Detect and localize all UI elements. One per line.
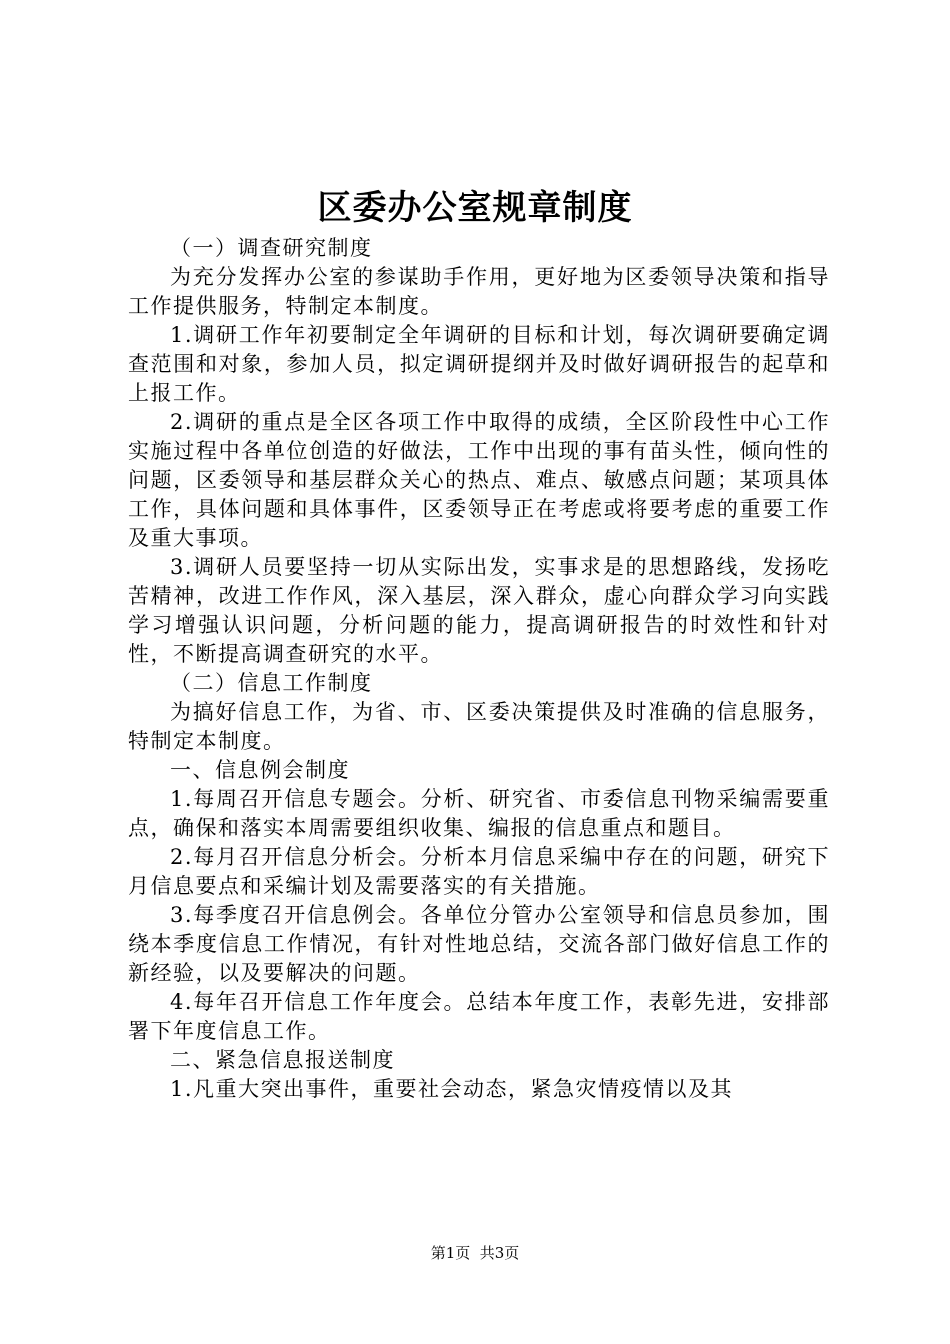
subsection-heading-emergency: 二、紧急信息报送制度 [170, 1048, 395, 1072]
paragraph: 2.每月召开信息分析会。分析本月信息采编中存在的问题，研究下月信息要点和采编计划及需要落实的有关措施。 [128, 845, 830, 898]
subsection-heading-meetings: 一、信息例会制度 [170, 758, 350, 782]
document-title: 区委办公室规章制度 [317, 188, 633, 228]
document-body [128, 234, 830, 1104]
paragraph: 1.调研工作年初要制定全年调研的目标和计划，每次调研要确定调查范围和对象，参加人员，拟定调研提纲并及时做好调研报告的起草和上报工作。 [128, 323, 830, 405]
paragraph: 3.调研人员要坚持一切从实际出发，实事求是的思想路线，发扬吃苦精神，改进工作作风，深入基层，深入群众，虚心向群众学习向实践学习增强认识问题，分析问题的能力，提高调研报告的时效性和针对性，不断提高调查研究的水平。 [128, 555, 830, 666]
paragraph: 为充分发挥办公室的参谋助手作用，更好地为区委领导决策和指导工作提供服务，特制定本制度。 [128, 265, 830, 318]
page-footer: 第1页 共3页 [430, 1244, 520, 1262]
paragraph: 1.每周召开信息专题会。分析、研究省、市委信息刊物采编需要重点，确保和落实本周需要组织收集、编报的信息重点和题目。 [128, 787, 830, 840]
paragraph: 为搞好信息工作，为省、市、区委决策提供及时准确的信息服务，特制定本制度。 [128, 700, 830, 753]
paragraph: 3.每季度召开信息例会。各单位分管办公室领导和信息员参加，围绕本季度信息工作情况，有针对性地总结，交流各部门做好信息工作的新经验，以及要解决的问题。 [128, 903, 830, 985]
paragraph: 4.每年召开信息工作年度会。总结本年度工作，表彰先进，安排部署下年度信息工作。 [128, 990, 830, 1043]
section-heading-information: （二）信息工作制度 [170, 671, 373, 695]
section-heading-research: （一）调查研究制度 [170, 236, 373, 260]
paragraph: 1.凡重大突出事件，重要社会动态，紧急灾情疫情以及其 [170, 1077, 734, 1101]
paragraph: 2.调研的重点是全区各项工作中取得的成绩，全区阶段性中心工作实施过程中各单位创造的好做法，工作中出现的事有苗头性，倾向性的问题，区委领导和基层群众关心的热点、难点、敏感点问题；某项具体工作，具体问题和具体事件，区委领导正在考虑或将要考虑的重要工作及重大事项。 [128, 410, 830, 550]
